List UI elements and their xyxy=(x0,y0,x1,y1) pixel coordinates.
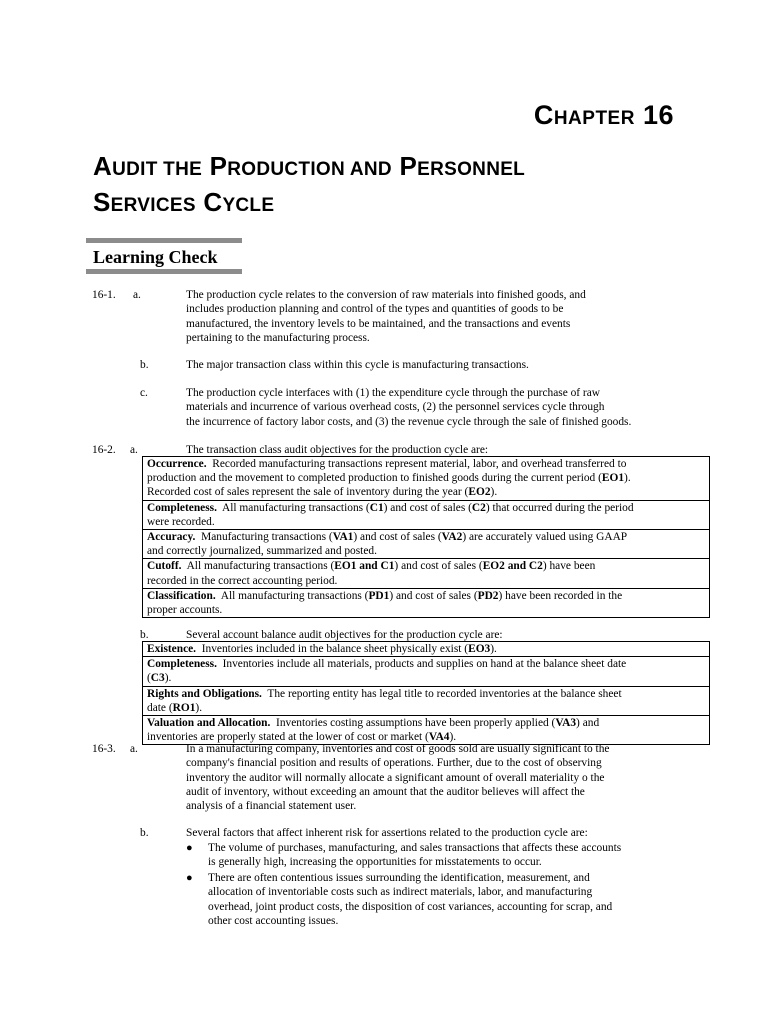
objective-text: All manufacturing transactions (C1) and cost of sales (C2) that occurred during the period xyxy=(222,501,634,514)
chapter-title xyxy=(93,150,525,222)
objective-text: production and the movement to completed production to finished goods during the current period (EO1). xyxy=(147,472,631,485)
table-cell xyxy=(143,588,710,617)
text-line: the incurrence of factory labor costs, and (3) the revenue cycle through the sale of finished goods. xyxy=(186,415,632,428)
table-cell xyxy=(143,686,710,715)
table-row xyxy=(143,686,710,715)
objective-label: Accuracy. xyxy=(147,531,196,544)
objective-text: date (RO1). xyxy=(147,701,203,714)
objective-label: Rights and Obligations. xyxy=(147,687,262,700)
table-row xyxy=(143,716,710,745)
text-line: inventory the auditor will normally allocate a significant amount of overall materiality o the xyxy=(186,771,605,784)
objective-label: Existence. xyxy=(147,643,197,655)
objective-text: were recorded. xyxy=(147,515,215,528)
objective-label: Completeness. xyxy=(147,658,217,671)
text-line: manufactured, the inventory levels to be maintained, and the transactions and events xyxy=(186,317,571,330)
q2-a-intro: The transaction class audit objectives for the production cycle are: xyxy=(186,444,489,456)
table-row xyxy=(143,457,710,501)
balance-objectives-table xyxy=(142,641,710,745)
objective-text: (C3). xyxy=(147,672,172,685)
objective-text: inventories are properly stated at the lower of cost or market (VA4). xyxy=(147,731,457,744)
item-letter: b. xyxy=(140,629,149,641)
chapter-title-line-2: SERVICES CYCLE xyxy=(93,187,275,217)
text-line: overhead, joint product costs, the disposition of cost variances, accounting for scrap, and xyxy=(208,900,613,913)
table-cell xyxy=(143,716,710,745)
objective-text: recorded in the correct accounting period. xyxy=(147,574,338,587)
table-row xyxy=(143,642,710,657)
objective-text: All manufacturing transactions (PD1) and cost of sales (PD2) have been recorded in the xyxy=(220,589,623,602)
objective-text: All manufacturing transactions (EO1 and C1) and cost of sales (EO2 and C2) have been xyxy=(186,560,596,573)
objective-text: proper accounts. xyxy=(147,604,223,617)
learning-check-banner xyxy=(86,238,242,274)
transaction-objectives-table xyxy=(142,456,710,618)
text-line: company's financial position and results of operations. Further, due to the cost of observing xyxy=(186,757,602,770)
table-row xyxy=(143,500,710,529)
item-letter: c. xyxy=(140,387,148,399)
q3-b-intro: Several factors that affect inherent risk for assertions related to the production cycle are: xyxy=(186,827,588,839)
objective-text: Manufacturing transactions (VA1) and cost of sales (VA2) are accurately valued using GAAP xyxy=(201,531,628,544)
objective-text: The reporting entity has legal title to recorded inventories at the balance sheet xyxy=(267,687,622,700)
objective-label: Occurrence. xyxy=(147,458,207,470)
text-line: The production cycle interfaces with (1) the expenditure cycle through the purchase of raw xyxy=(186,387,601,399)
q1-c-text xyxy=(186,386,631,429)
text-line: The production cycle relates to the conversion of raw materials into finished goods, and xyxy=(186,289,586,301)
banner-bottom-rule xyxy=(86,269,242,274)
text-line: includes production planning and control of the types and quantities of goods to be xyxy=(186,303,564,316)
q3-a-text xyxy=(186,742,609,813)
objective-label: Classification. xyxy=(147,589,216,602)
objective-label: Cutoff. xyxy=(147,560,182,573)
item-letter: a. xyxy=(133,289,141,301)
question-number: 16-1. xyxy=(92,289,116,301)
text-line: audit of inventory, without exceeding an amount that the auditor believes will affect the xyxy=(186,785,585,798)
text-line: pertaining to the manufacturing process. xyxy=(186,331,370,344)
text-line: There are often contentious issues surrounding the identification, measurement, and xyxy=(208,872,590,884)
question-number: 16-3. xyxy=(92,743,116,755)
text-line: The volume of purchases, manufacturing, and sales transactions that affects these accounts xyxy=(208,842,622,854)
table-cell xyxy=(143,642,710,657)
chapter-title-line-1: AUDIT THE PRODUCTION AND PERSONNEL xyxy=(93,151,526,181)
bullet-icon: ● xyxy=(186,872,193,884)
objective-text: Inventories include all materials, products and supplies on hand at the balance sheet date xyxy=(222,658,627,671)
objective-label: Valuation and Allocation. xyxy=(147,717,271,730)
q1-b-text xyxy=(186,358,529,372)
bullet-item xyxy=(208,841,621,870)
text-line: materials and incurrence of various overhead costs, (2) the personnel services cycle through xyxy=(186,401,605,414)
objective-text: Recorded cost of sales represent the sale of inventory during the year (EO2). xyxy=(147,486,498,499)
objective-text: Inventories costing assumptions have been properly applied (VA3) and xyxy=(276,717,600,730)
question-number: 16-2. xyxy=(92,444,116,456)
text-line: The major transaction class within this cycle is manufacturing transactions. xyxy=(186,359,529,371)
table-cell xyxy=(143,500,710,529)
item-letter: b. xyxy=(140,827,149,839)
bullet-item xyxy=(208,871,612,928)
table-row xyxy=(143,530,710,559)
table-row xyxy=(143,559,710,588)
table-cell xyxy=(143,657,710,686)
text-line: analysis of a financial statement user. xyxy=(186,800,357,813)
item-letter: a. xyxy=(130,444,138,456)
text-line: allocation of inventoriable costs such as indirect materials, labor, and manufacturing xyxy=(208,886,593,899)
table-cell xyxy=(143,457,710,501)
objective-text: and correctly journalized, summarized and posted. xyxy=(147,545,377,558)
text-line: is generally high, increasing the opportunities for misstatements to occur. xyxy=(208,856,542,869)
objective-text: Inventories included in the balance sheet physically exist (EO3). xyxy=(201,643,497,655)
chapter-number: CHAPTER 16 xyxy=(533,100,674,130)
table-cell xyxy=(143,530,710,559)
text-line: In a manufacturing company, inventories and cost of goods sold are usually significant to the xyxy=(186,743,610,755)
objective-label: Completeness. xyxy=(147,501,217,514)
q1-a-text xyxy=(186,288,586,345)
objective-text: Recorded manufacturing transactions represent material, labor, and overhead transferred to xyxy=(212,458,627,470)
text-line: other cost accounting issues. xyxy=(208,914,339,927)
table-row xyxy=(143,588,710,617)
item-letter: b. xyxy=(140,359,149,371)
q2-b-intro: Several account balance audit objectives for the production cycle are: xyxy=(186,629,503,641)
learning-check-heading: Learning Check xyxy=(93,247,218,267)
table-row xyxy=(143,657,710,686)
table-cell xyxy=(143,559,710,588)
item-letter: a. xyxy=(130,743,138,755)
bullet-icon: ● xyxy=(186,842,193,854)
